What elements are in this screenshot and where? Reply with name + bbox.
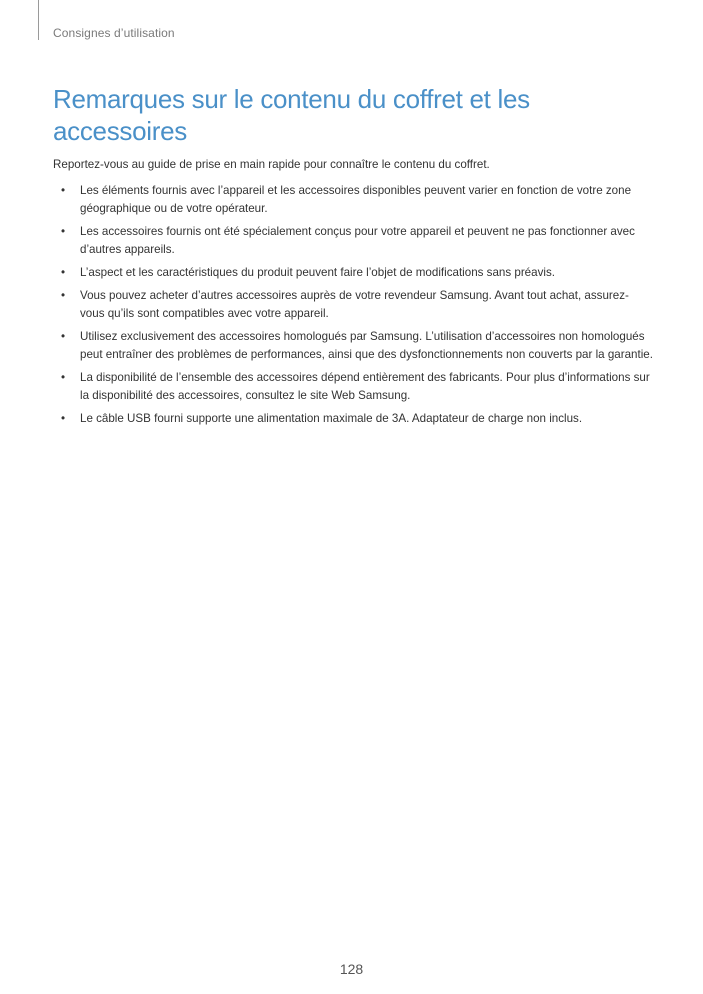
bullet-list <box>53 182 653 433</box>
list-item-text: Utilisez exclusivement des accessoires homologués par Samsung. L’utilisation d’accessoires non homologués peut entraîner des problèmes de performances, ainsi que des dysfonctionnements non couverts par la garantie. <box>80 330 653 361</box>
list-item-text: La disponibilité de l’ensemble des accessoires dépend entièrement des fabricants. Pour plus d’informations sur la disponibilité des accessoires, consultez le site Web Samsung. <box>80 371 650 402</box>
list-item-text: Vous pouvez acheter d’autres accessoires auprès de votre revendeur Samsung. Avant tout achat, assurez-vous qu’ils sont compatibles avec votre appareil. <box>80 289 629 320</box>
header-divider <box>38 0 39 40</box>
list-item <box>53 264 653 282</box>
bullet-icon: • <box>61 289 66 302</box>
list-item-text: Les accessoires fournis ont été spécialement conçus pour votre appareil et peuvent ne pas fonctionner avec d’autres appareils. <box>80 225 635 256</box>
bullet-icon: • <box>61 371 66 384</box>
list-item <box>53 287 653 323</box>
bullet-icon: • <box>61 330 66 343</box>
list-item-text: Les éléments fournis avec l’appareil et les accessoires disponibles peuvent varier en fonction de votre zone géographique ou de votre opérateur. <box>80 184 632 215</box>
list-item <box>53 410 653 428</box>
section-header: Consignes d’utilisation <box>53 26 175 40</box>
intro-paragraph: Reportez-vous au guide de prise en main rapide pour connaître le contenu du coffret. <box>53 158 490 171</box>
list-item <box>53 369 653 405</box>
list-item-text: L’aspect et les caractéristiques du produit peuvent faire l’objet de modifications sans préavis. <box>80 266 555 279</box>
list-item <box>53 182 653 218</box>
bullet-icon: • <box>61 225 66 238</box>
page-title: Remarques sur le contenu du coffret et les accessoires <box>53 84 530 146</box>
list-item <box>53 223 653 259</box>
bullet-icon: • <box>61 184 66 197</box>
list-item <box>53 328 653 364</box>
bullet-icon: • <box>61 266 66 279</box>
page-number: 128 <box>339 961 364 977</box>
bullet-icon: • <box>61 412 66 425</box>
list-item-text: Le câble USB fourni supporte une alimentation maximale de 3A. Adaptateur de charge non inclus. <box>80 412 583 425</box>
